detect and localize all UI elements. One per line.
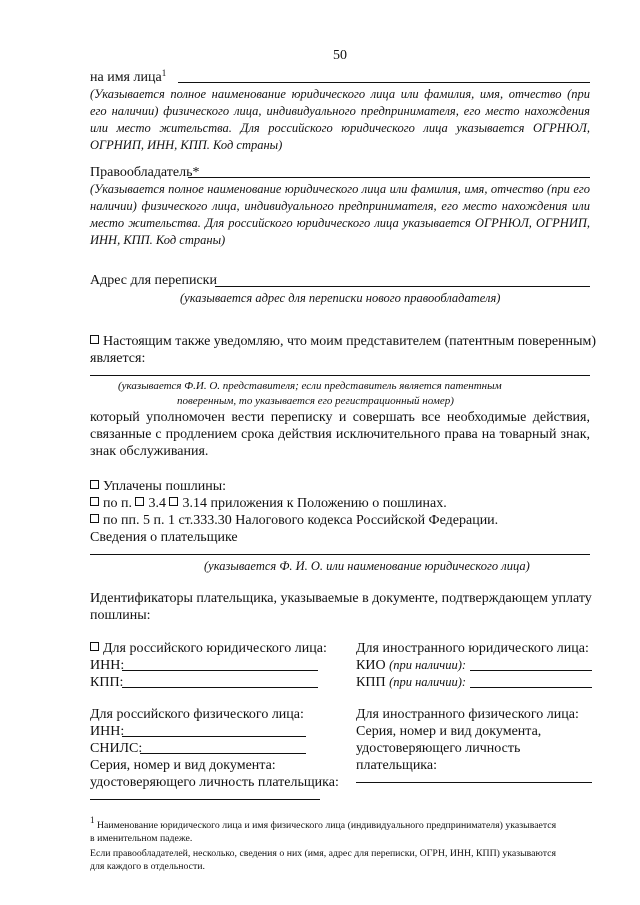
fee-3-4-checkbox[interactable] [135, 497, 144, 506]
holder-hint-3: или место жительства. Для российского юридического лица указывается ОГРНЮЛ, [90, 121, 590, 135]
footnote-ref: 1 [161, 68, 167, 78]
rightholder-field[interactable] [188, 177, 590, 178]
foreign-person-title: Для иностранного физического лица: [356, 707, 579, 722]
identifiers-line-2: пошлины: [90, 608, 151, 623]
foreign-legal-kio-field[interactable] [470, 670, 592, 671]
foreign-legal-kio-label: КИО (при наличии): [356, 658, 467, 673]
representative-text-2: является: [90, 351, 146, 366]
address-field[interactable] [215, 286, 590, 287]
ru-legal-kpp-label: КПП: [90, 675, 124, 690]
fees-item-1: по п. 3.4 3.14 приложения к Положению о пошлинах. [90, 495, 447, 512]
representative-hint-1: (указывается Ф.И. О. представителя; если представитель является патентным [118, 380, 502, 392]
rightholder-label: Правообладатель* [90, 165, 200, 180]
foreign-legal-title: Для иностранного юридического лица: [356, 641, 589, 656]
ru-legal-kpp-field[interactable] [122, 687, 318, 688]
footnote-line-2: в именительном падеже. [90, 833, 193, 844]
payer-hint: (указывается Ф. И. О. или наименование юридического лица) [204, 559, 530, 573]
page-number: 50 [333, 48, 347, 63]
address-label: Адрес для переписки [90, 273, 217, 288]
holder-hint-4: ОГРНИП, ИНН, КПП. Код страны) [90, 138, 283, 152]
foreign-person-doc-field[interactable] [356, 782, 592, 783]
footnote-line-4: для каждого в отдельности. [90, 861, 205, 872]
payer-field[interactable] [90, 554, 590, 555]
fees-checkbox[interactable] [90, 480, 99, 489]
ru-legal-title: Для российского юридического лица: [90, 640, 327, 657]
fee-item1-checkbox[interactable] [90, 497, 99, 506]
footnote-line-3: Если правообладателей, несколько, сведения о них (имя, адрес для переписки, ОГРН, ИНН, КПП) указываются [90, 848, 556, 859]
foreign-legal-kpp-field[interactable] [470, 687, 592, 688]
representative-text-1: Настоящим также уведомляю, что моим представителем (патентным поверенным) [90, 333, 590, 350]
rightholder-hint-3: место жительства. Для российского юридического лица указывается ОГРНЮЛ, ОГРНИП, [90, 216, 590, 230]
ru-person-doc-2: удостоверяющего личность плательщика: [90, 775, 339, 790]
holder-hint-2: его наличии) физического лица, индивидуального предпринимателя, его место нахождения [90, 104, 590, 118]
ru-person-doc-1: Серия, номер и вид документа: [90, 758, 276, 773]
ru-legal-inn-field[interactable] [122, 670, 318, 671]
holder-name-field[interactable] [178, 82, 590, 83]
ru-person-snils-field[interactable] [140, 753, 306, 754]
holder-name-label: на имя лица$^1$ [90, 68, 167, 85]
foreign-person-line-1: Серия, номер и вид документа, [356, 724, 542, 739]
ru-legal-inn-label: ИНН: [90, 658, 125, 673]
representative-body-3: знак обслуживания. [90, 444, 209, 459]
fees-title: Уплачены пошлины: [90, 478, 226, 495]
fee-tax-code-checkbox[interactable] [90, 514, 99, 523]
footnote-separator [90, 799, 320, 800]
ru-legal-checkbox[interactable] [90, 642, 99, 651]
address-hint: (указывается адрес для переписки нового правообладателя) [180, 291, 501, 305]
representative-field[interactable] [90, 375, 590, 376]
payer-label: Сведения о плательщике [90, 530, 238, 545]
footnote-mark: 1 [90, 815, 95, 825]
foreign-person-line-3: плательщика: [356, 758, 437, 773]
representative-checkbox[interactable] [90, 335, 99, 344]
footnote-line-1: $^1$ Наименование юридического лица и имя физического лица (индивидуального предпринимателя) указывается [90, 815, 557, 831]
ru-person-inn-label: ИНН: [90, 724, 125, 739]
representative-body-2: связанные с продлением срока действия исключительного права на товарный знак, [90, 427, 590, 442]
rightholder-hint-1: (Указывается полное наименование юридического лица или фамилия, имя, отчество (при его [90, 182, 590, 196]
kpp-note: (при наличии): [389, 675, 467, 689]
representative-hint-2: поверенным, то указывается его регистрационный номер) [177, 395, 454, 407]
rightholder-hint-4: ИНН, КПП. Код страны) [90, 233, 226, 247]
foreign-legal-kpp-label: КПП (при наличии): [356, 675, 467, 690]
ru-person-title: Для российского физического лица: [90, 707, 304, 722]
foreign-person-line-2: удостоверяющего личность [356, 741, 521, 756]
ru-person-snils-label: СНИЛС: [90, 741, 143, 756]
rightholder-hint-2: наличии) физического лица, индивидуального предпринимателя, его место нахождения или [90, 199, 590, 213]
representative-body-1: который уполномочен вести переписку и совершать все необходимые действия, [90, 410, 590, 425]
holder-hint-1: (Указывается полное наименование юридического лица или фамилия, имя, отчество (при [90, 87, 590, 101]
fees-item-2: по пп. 5 п. 1 ст.333.30 Налогового кодекса Российской Федерации. [90, 512, 498, 529]
identifiers-line-1: Идентификаторы плательщика, указываемые в документе, подтверждающем уплату [90, 591, 592, 606]
kio-note: (при наличии): [389, 658, 467, 672]
fee-3-14-checkbox[interactable] [169, 497, 178, 506]
ru-person-inn-field[interactable] [122, 736, 306, 737]
